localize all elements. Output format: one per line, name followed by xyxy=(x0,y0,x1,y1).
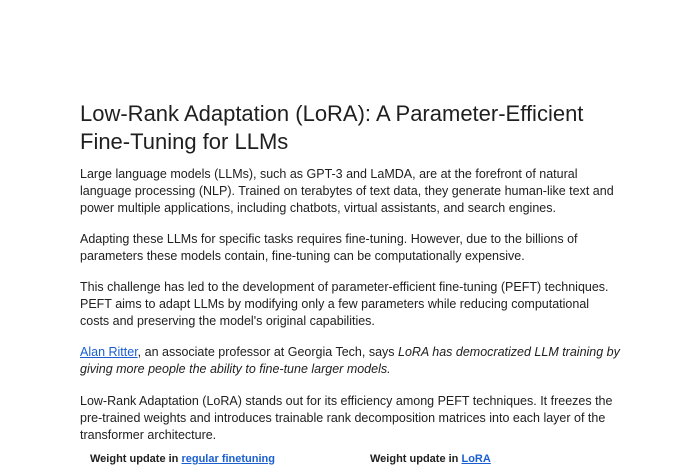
paragraph-lora: Low-Rank Adaptation (LoRA) stands out for its efficiency among PEFT techniques. It freezes the pre-trained weights and introduces trainable rank decomposition matrices into each layer of the transformer architecture. xyxy=(80,394,613,442)
figure-caption-lora xyxy=(370,452,491,466)
lora-link[interactable]: LoRA xyxy=(461,453,491,465)
quote-text: LoRA has democratized LLM training by giving more people the ability to fine-tune larger models. xyxy=(80,345,620,376)
paragraph-peft: This challenge has led to the development of parameter-efficient fine-tuning (PEFT) techniques. PEFT aims to adapt LLMs by modifying only a few parameters while reducing computational costs and preserving the model's original capabilities. xyxy=(80,280,609,328)
paragraph-intro: Large language models (LLMs), such as GPT-3 and LaMDA, are at the forefront of natural language processing (NLP). Trained on terabytes of text data, they generate human-like text and power multiple applications, including chatbots, virtual assistants, and search engines. xyxy=(80,167,614,215)
regular-finetuning-link[interactable]: regular finetuning xyxy=(181,453,275,465)
quote-intro-text: , an associate professor at Georgia Tech, says xyxy=(137,345,398,359)
caption-regular-prefix: Weight update in xyxy=(90,453,182,465)
paragraph-quote xyxy=(80,344,620,378)
alan-ritter-link[interactable]: Alan Ritter xyxy=(80,345,138,359)
caption-lora-prefix: Weight update in xyxy=(370,453,462,465)
paragraph-finetuning: Adapting these LLMs for specific tasks requires fine-tuning. However, due to the billions of parameters these models contain, fine-tuning can be computationally expensive. xyxy=(80,232,578,263)
article-title: Low-Rank Adaptation (LoRA): A Parameter-Efficient Fine-Tuning for LLMs xyxy=(80,101,584,154)
figure-caption-regular xyxy=(90,452,275,466)
